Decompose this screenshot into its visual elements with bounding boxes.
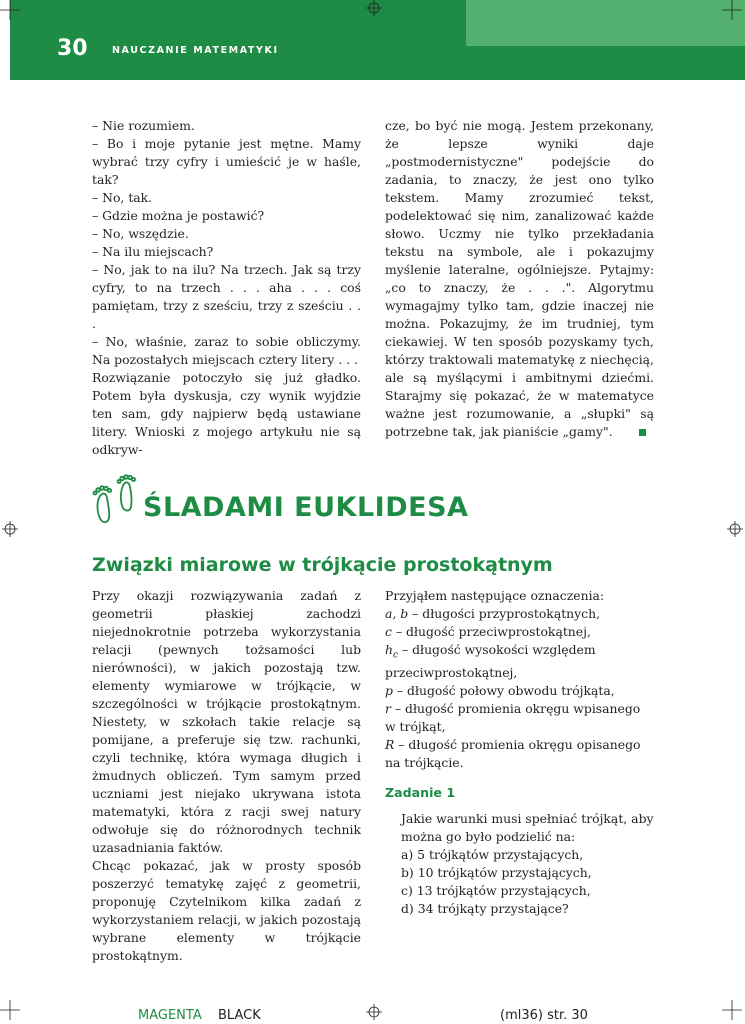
notation-description: – długość przeciwprostokątnej, (395, 624, 591, 639)
footer-reference: (ml36) str. 30 (500, 1008, 588, 1023)
registration-mark-icon (0, 519, 20, 539)
footprints-icon (92, 474, 140, 524)
notation-description: – długość połowy obwodu trójkąta, (396, 683, 615, 699)
task-body (385, 810, 654, 918)
notation-subscript: c (392, 650, 399, 661)
notation-intro: Przyjąłem następujące oznaczenia: (385, 588, 605, 603)
body-text: cze, bo być nie mogą. Jestem przekonany, że lepsze wyniki daje „postmodernistyczne" podejście do zadania, to znaczy, że jest ono tylko tekstem. Mamy zrozumieć tekst, podelektować się nim, zanalizować każde słowo. Uczmy nie tylko przekładania tekstu na symbole, ale i pokazujmy myślenie lateralne, ogólniejsze. Pytajmy: „co to znaczy, że . . .". Algorytmu wymagajmy tylko tam, gdzie inaczej nie można. Pokazujmy, że im trudniej, tym ciekawiej. W ten sposób pozyskamy tych, którzy traktowali matematykę z niechęcią, ale są myślącymi i ambitnymi dziećmi. Starajmy się pokazać, że w matematyce ważne jest rozumowanie, a „słupki" są potrzebne tak, jak pianiście „gamy". (385, 118, 654, 439)
dialogue-line: – Gdzie można je postawić? (92, 208, 265, 223)
continuation-left-column (92, 117, 361, 459)
task-option: b) 10 trójkątów przystających, (401, 865, 592, 881)
registration-mark-icon (364, 0, 384, 20)
registration-mark-icon (725, 519, 745, 539)
notation-item (385, 605, 654, 623)
notation-symbol: r (385, 701, 391, 717)
task-question: Jakie warunki musi spełniać trójkąt, aby można go było podzielić na: (401, 811, 654, 845)
continuation-right-column (385, 117, 654, 441)
task-option: a) 5 trójkątów przystających, (401, 847, 584, 863)
header-accent-block (466, 0, 745, 46)
notation-item (385, 641, 654, 682)
dialogue-line: – Na ilu miejscach? (92, 244, 214, 259)
notation-symbol: R (385, 737, 395, 753)
dialogue-line: – No, jak to na ilu? Na trzech. Jak są trzy cyfry, to na trzech . . . aha . . . coś pamiętam, trzy z sześciu, trzy z sześciu . . . (92, 262, 361, 331)
notation-item (385, 682, 654, 700)
body-paragraph: Przy okazji rozwiązywania zadań z geometrii płaskiej zachodzi niejednokrotnie potrzeba wykorzystania relacji (pewnych tożsamości lub nierówności), w jakich pozostają tzw. elementy wymiarowe w trójkącie, w szczególności w trójkącie prostokątnym. Niestety, w szkołach takie relacje są pomijane, a preferuje się tzw. rachunki, czyli technikę, która wymaga długich i żmudnych obliczeń. Tym samym przed uczniami jest niejako ukrywana istota matematyki, która z racji swej natury odwołuje się do różnorodnych technik uzasadniania faktów. (92, 588, 361, 855)
page-number: 30 (57, 36, 88, 61)
end-of-article-mark (639, 429, 646, 436)
task-option: d) 34 trójkąty przystające? (401, 901, 569, 917)
notation-description: – długość wysokości względem przeciwprostokątnej, (385, 642, 596, 681)
article-left-column (92, 587, 361, 965)
footer-color-label-magenta: MAGENTA (138, 1008, 202, 1023)
registration-mark-icon (364, 1002, 384, 1022)
notation-symbol: p (385, 683, 393, 699)
task-option: c) 13 trójkątów przystających, (401, 883, 591, 899)
footer-color-label-black: BLACK (218, 1008, 261, 1023)
notation-description: – długość promienia okręgu opisanego na trójkącie. (385, 737, 641, 771)
crop-mark-icon (722, 1000, 742, 1020)
article-right-column (385, 587, 654, 918)
running-head: NAUCZANIE MATEMATYKI (112, 45, 279, 56)
notation-symbol: c (385, 624, 392, 639)
dialogue-line: – No, tak. (92, 190, 153, 205)
body-paragraph (385, 117, 654, 441)
notation-item (385, 623, 654, 641)
dialogue-line: – No, wszędzie. (92, 226, 189, 241)
notation-symbol: a, b (385, 606, 409, 621)
crop-mark-icon (722, 0, 742, 20)
section-title: ŚLADAMI EUKLIDESA (143, 492, 469, 523)
notation-description: – długość promienia okręgu wpisanego w trójkąt, (385, 701, 641, 735)
dialogue-line: – Nie rozumiem. (92, 118, 195, 133)
dialogue-line: – Bo i moje pytanie jest mętne. Mamy wybrać trzy cyfry i umieścić je w haśle, tak? (92, 136, 361, 187)
notation-description: – długości przyprostokątnych, (412, 606, 601, 621)
dialogue-line: – No, właśnie, zaraz to sobie obliczymy. Na pozostałych miejscach cztery litery . . . (92, 334, 361, 367)
crop-mark-icon (0, 1000, 20, 1020)
crop-mark-icon (0, 0, 20, 20)
notation-item (385, 700, 654, 736)
body-paragraph: Rozwiązanie potoczyło się już gładko. Potem była dyskusja, czy wynik wyjdzie ten sam, gdy najpierw będą ustawiane litery. Wnioski z mojego artykułu nie są odkryw- (92, 370, 361, 457)
notation-symbol: h (385, 642, 393, 657)
notation-item (385, 736, 654, 772)
article-title: Związki miarowe w trójkącie prostokątnym (92, 554, 553, 576)
body-paragraph: Chcąc pokazać, jak w prosty sposób poszerzyć tematykę zajęć z geometrii, proponuję Czytelnikom kilka zadań z wykorzystaniem relacji, w jakich pozostają wybrane elementy w trójkącie prostokątnym. (92, 858, 361, 963)
task-title: Zadanie 1 (385, 785, 456, 801)
